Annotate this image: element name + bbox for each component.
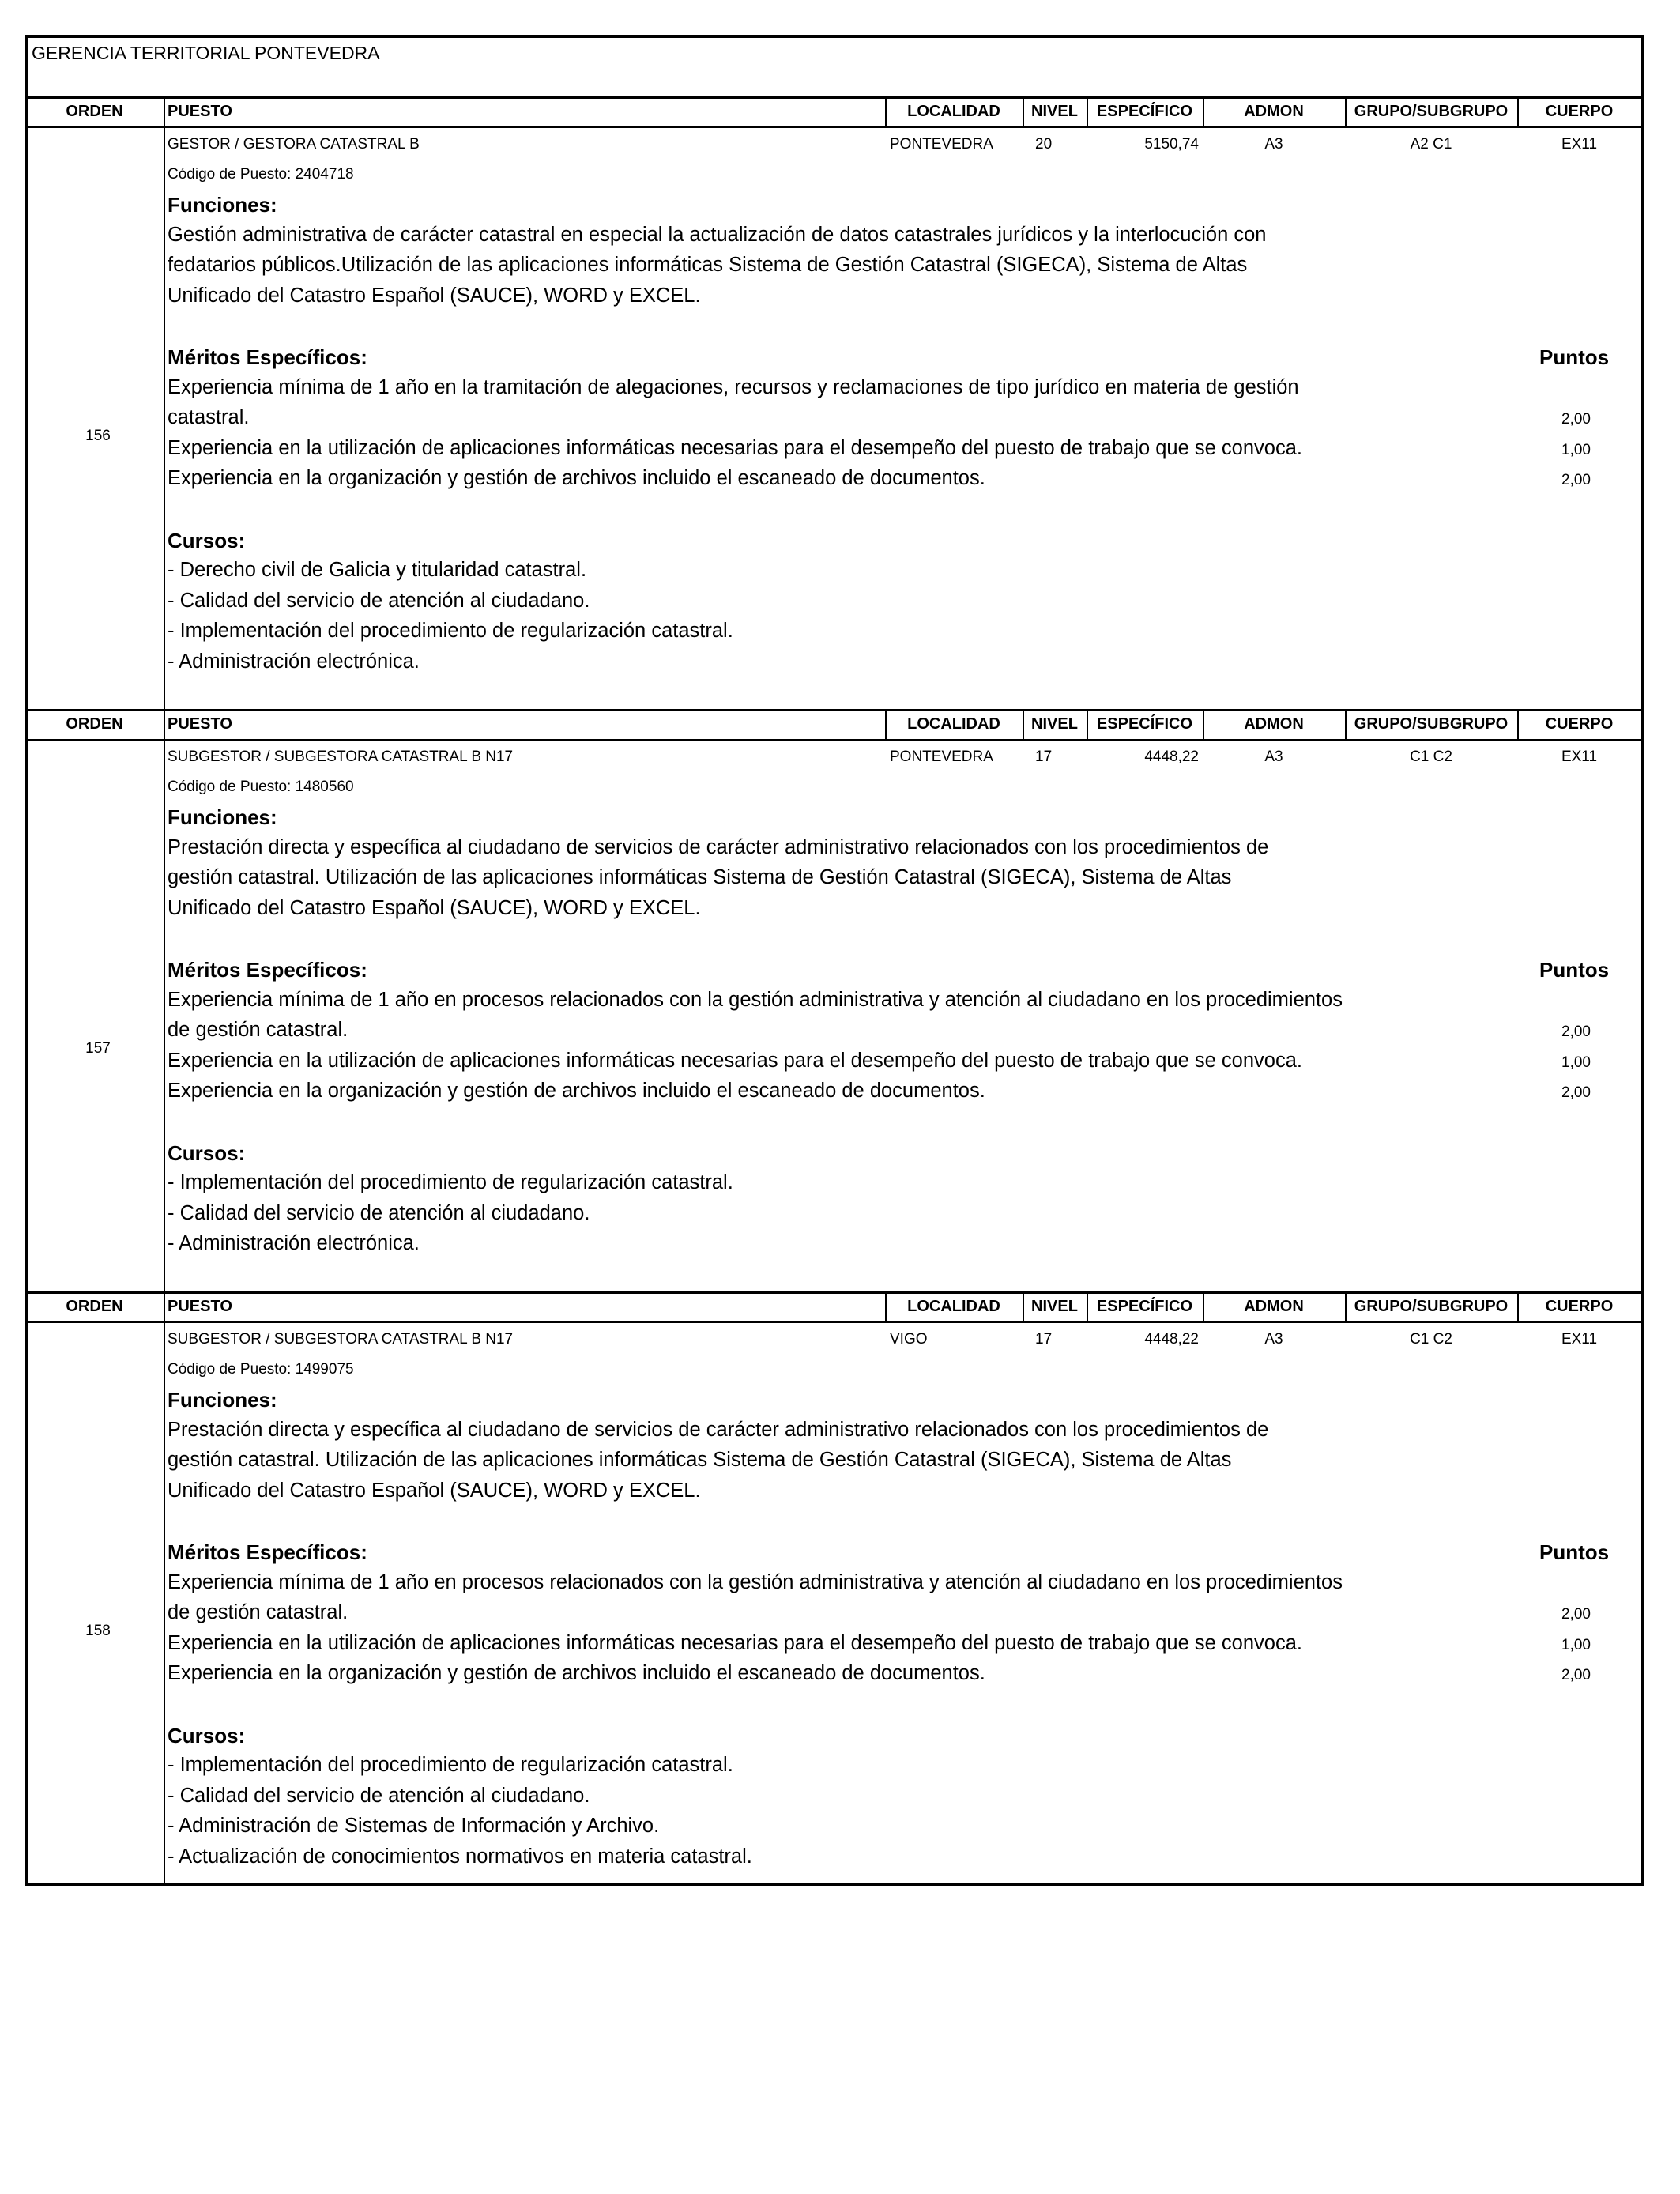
admon-value: A3 <box>1264 1331 1283 1348</box>
localidad-value: PONTEVEDRA <box>890 136 993 153</box>
divider <box>25 96 1644 99</box>
funciones-line: Unificado del Catastro Español (SAUCE), WORD y EXCEL. <box>168 284 701 307</box>
header-localidad: LOCALIDAD <box>907 1298 1000 1315</box>
funciones-line: gestión catastral. Utilización de las aplicaciones informáticas Sistema de Gestión Catastral (SIGECA), Sistema de Altas <box>168 1449 1232 1472</box>
territory-title: GERENCIA TERRITORIAL PONTEVEDRA <box>32 43 380 63</box>
merito-line: Experiencia en la utilización de aplicaciones informáticas necesarias para el desempeño del puesto de trabajo que se convoca. <box>168 1631 1302 1654</box>
merito-line: Experiencia mínima de 1 año en la tramitación de alegaciones, recursos y reclamaciones de tipo jurídico en materia de gestión <box>168 375 1299 398</box>
merito-line: Experiencia en la organización y gestión de archivos incluido el escaneado de documentos. <box>168 1080 985 1103</box>
column-divider <box>164 96 165 709</box>
funciones-line: Unificado del Catastro Español (SAUCE), WORD y EXCEL. <box>168 896 701 919</box>
header-localidad: LOCALIDAD <box>907 103 1000 120</box>
orden-number: 156 <box>85 427 111 444</box>
merito-puntos: 1,00 <box>1561 441 1591 458</box>
merito-line: Experiencia en la organización y gestión de archivos incluido el escaneado de documentos. <box>168 467 985 490</box>
especifico-value: 4448,22 <box>1144 748 1199 765</box>
header-grupo: GRUPO/SUBGRUPO <box>1354 715 1509 733</box>
meritos-label: Méritos Específicos: <box>168 1540 367 1564</box>
merito-line: Experiencia mínima de 1 año en procesos relacionados con la gestión administrativa y atención al ciudadano en los procedimientos <box>168 1570 1343 1593</box>
localidad-value: PONTEVEDRA <box>890 748 993 765</box>
column-divider <box>164 709 165 1291</box>
header-especifico: ESPECÍFICO <box>1096 1298 1193 1315</box>
funciones-line: fedatarios públicos.Utilización de las aplicaciones informáticas Sistema de Gestión Catastral (SIGECA), Sistema de Altas <box>168 254 1248 277</box>
merito-line: Experiencia en la organización y gestión de archivos incluido el escaneado de documentos. <box>168 1662 985 1685</box>
cursos-label: Cursos: <box>168 1723 246 1747</box>
header-nivel: NIVEL <box>1031 715 1078 733</box>
curso-line: - Actualización de conocimientos normativos en materia catastral. <box>168 1845 752 1868</box>
header-puesto: PUESTO <box>168 715 232 733</box>
funciones-label: Funciones: <box>168 805 277 829</box>
funciones-label: Funciones: <box>168 1388 277 1412</box>
header-localidad: LOCALIDAD <box>907 715 1000 733</box>
header-grupo: GRUPO/SUBGRUPO <box>1354 103 1509 120</box>
puesto-name: GESTOR / GESTORA CATASTRAL B <box>168 136 420 153</box>
curso-line: - Implementación del procedimiento de regularización catastral. <box>168 1754 733 1777</box>
puntos-label: Puntos <box>1539 1540 1610 1564</box>
header-admon: ADMON <box>1244 715 1304 733</box>
merito-puntos: 1,00 <box>1561 1636 1591 1653</box>
nivel-value: 17 <box>1035 748 1053 765</box>
localidad-value: VIGO <box>890 1331 928 1348</box>
funciones-label: Funciones: <box>168 193 277 217</box>
merito-line: Experiencia mínima de 1 año en procesos relacionados con la gestión administrativa y atención al ciudadano en los procedimientos <box>168 988 1343 1011</box>
header-nivel: NIVEL <box>1031 103 1078 120</box>
header-orden: ORDEN <box>66 715 123 733</box>
header-cuerpo: CUERPO <box>1545 715 1614 733</box>
merito-puntos: 2,00 <box>1561 1084 1591 1102</box>
merito-puntos: 2,00 <box>1561 1606 1591 1623</box>
meritos-label: Méritos Específicos: <box>168 958 367 982</box>
merito-puntos: 2,00 <box>1561 411 1591 428</box>
header-puesto: PUESTO <box>168 1298 232 1315</box>
header-grupo: GRUPO/SUBGRUPO <box>1354 1298 1509 1315</box>
cursos-label: Cursos: <box>168 1140 246 1165</box>
merito-line: Experiencia en la utilización de aplicaciones informáticas necesarias para el desempeño del puesto de trabajo que se convoca. <box>168 1049 1302 1072</box>
header-especifico: ESPECÍFICO <box>1096 715 1193 733</box>
curso-line: - Implementación del procedimiento de regularización catastral. <box>168 620 733 643</box>
codigo-puesto: Código de Puesto: 2404718 <box>168 166 354 183</box>
header-cuerpo: CUERPO <box>1545 103 1614 120</box>
codigo-puesto: Código de Puesto: 1499075 <box>168 1361 354 1378</box>
header-puesto: PUESTO <box>168 103 232 120</box>
column-divider <box>164 1291 165 1883</box>
nivel-value: 17 <box>1035 1331 1053 1348</box>
merito-puntos: 2,00 <box>1561 1023 1591 1041</box>
curso-line: - Administración de Sistemas de Información y Archivo. <box>168 1815 660 1838</box>
merito-puntos: 2,00 <box>1561 472 1591 489</box>
cuerpo-value: EX11 <box>1561 1331 1598 1348</box>
codigo-puesto: Código de Puesto: 1480560 <box>168 778 354 795</box>
divider <box>25 126 1644 128</box>
grupo-value: C1 C2 <box>1410 748 1452 765</box>
divider <box>25 1321 1644 1323</box>
header-nivel: NIVEL <box>1031 1298 1078 1315</box>
nivel-value: 20 <box>1035 136 1053 153</box>
divider <box>25 739 1644 741</box>
divider <box>25 709 1644 711</box>
especifico-value: 5150,74 <box>1144 136 1199 153</box>
grupo-value: A2 C1 <box>1410 136 1452 153</box>
curso-line: - Calidad del servicio de atención al ciudadano. <box>168 1784 590 1807</box>
curso-line: - Implementación del procedimiento de regularización catastral. <box>168 1171 733 1194</box>
puntos-label: Puntos <box>1539 345 1610 369</box>
header-cuerpo: CUERPO <box>1545 1298 1614 1315</box>
curso-line: - Calidad del servicio de atención al ciudadano. <box>168 1201 590 1224</box>
merito-line: Experiencia en la utilización de aplicaciones informáticas necesarias para el desempeño del puesto de trabajo que se convoca. <box>168 436 1302 459</box>
curso-line: - Administración electrónica. <box>168 650 420 673</box>
merito-line: catastral. <box>168 406 250 429</box>
merito-puntos: 2,00 <box>1561 1667 1591 1684</box>
cuerpo-value: EX11 <box>1561 748 1598 765</box>
cuerpo-value: EX11 <box>1561 136 1598 153</box>
especifico-value: 4448,22 <box>1144 1331 1199 1348</box>
divider <box>25 1291 1644 1294</box>
merito-puntos: 1,00 <box>1561 1054 1591 1071</box>
merito-line: de gestión catastral. <box>168 1019 348 1042</box>
curso-line: - Derecho civil de Galicia y titularidad catastral. <box>168 559 587 582</box>
meritos-label: Méritos Específicos: <box>168 345 367 369</box>
funciones-line: Unificado del Catastro Español (SAUCE), WORD y EXCEL. <box>168 1479 701 1502</box>
admon-value: A3 <box>1264 748 1283 765</box>
funciones-line: Prestación directa y específica al ciudadano de servicios de carácter administrativo relacionados con los procedimientos de <box>168 1418 1269 1441</box>
grupo-value: C1 C2 <box>1410 1331 1452 1348</box>
puesto-name: SUBGESTOR / SUBGESTORA CATASTRAL B N17 <box>168 1331 514 1348</box>
orden-number: 158 <box>85 1622 111 1639</box>
header-admon: ADMON <box>1244 103 1304 120</box>
merito-line: de gestión catastral. <box>168 1601 348 1624</box>
funciones-line: gestión catastral. Utilización de las aplicaciones informáticas Sistema de Gestión Catastral (SIGECA), Sistema de Altas <box>168 866 1232 889</box>
curso-line: - Calidad del servicio de atención al ciudadano. <box>168 589 590 612</box>
header-orden: ORDEN <box>66 103 123 120</box>
admon-value: A3 <box>1264 136 1283 153</box>
puesto-name: SUBGESTOR / SUBGESTORA CATASTRAL B N17 <box>168 748 514 765</box>
header-orden: ORDEN <box>66 1298 123 1315</box>
funciones-line: Prestación directa y específica al ciudadano de servicios de carácter administrativo relacionados con los procedimientos de <box>168 835 1269 858</box>
header-admon: ADMON <box>1244 1298 1304 1315</box>
orden-number: 157 <box>85 1039 111 1057</box>
cursos-label: Cursos: <box>168 528 246 552</box>
puntos-label: Puntos <box>1539 958 1610 982</box>
funciones-line: Gestión administrativa de carácter catastral en especial la actualización de datos catastrales jurídicos y la interlocución con <box>168 223 1267 246</box>
header-especifico: ESPECÍFICO <box>1096 103 1193 120</box>
curso-line: - Administración electrónica. <box>168 1232 420 1255</box>
